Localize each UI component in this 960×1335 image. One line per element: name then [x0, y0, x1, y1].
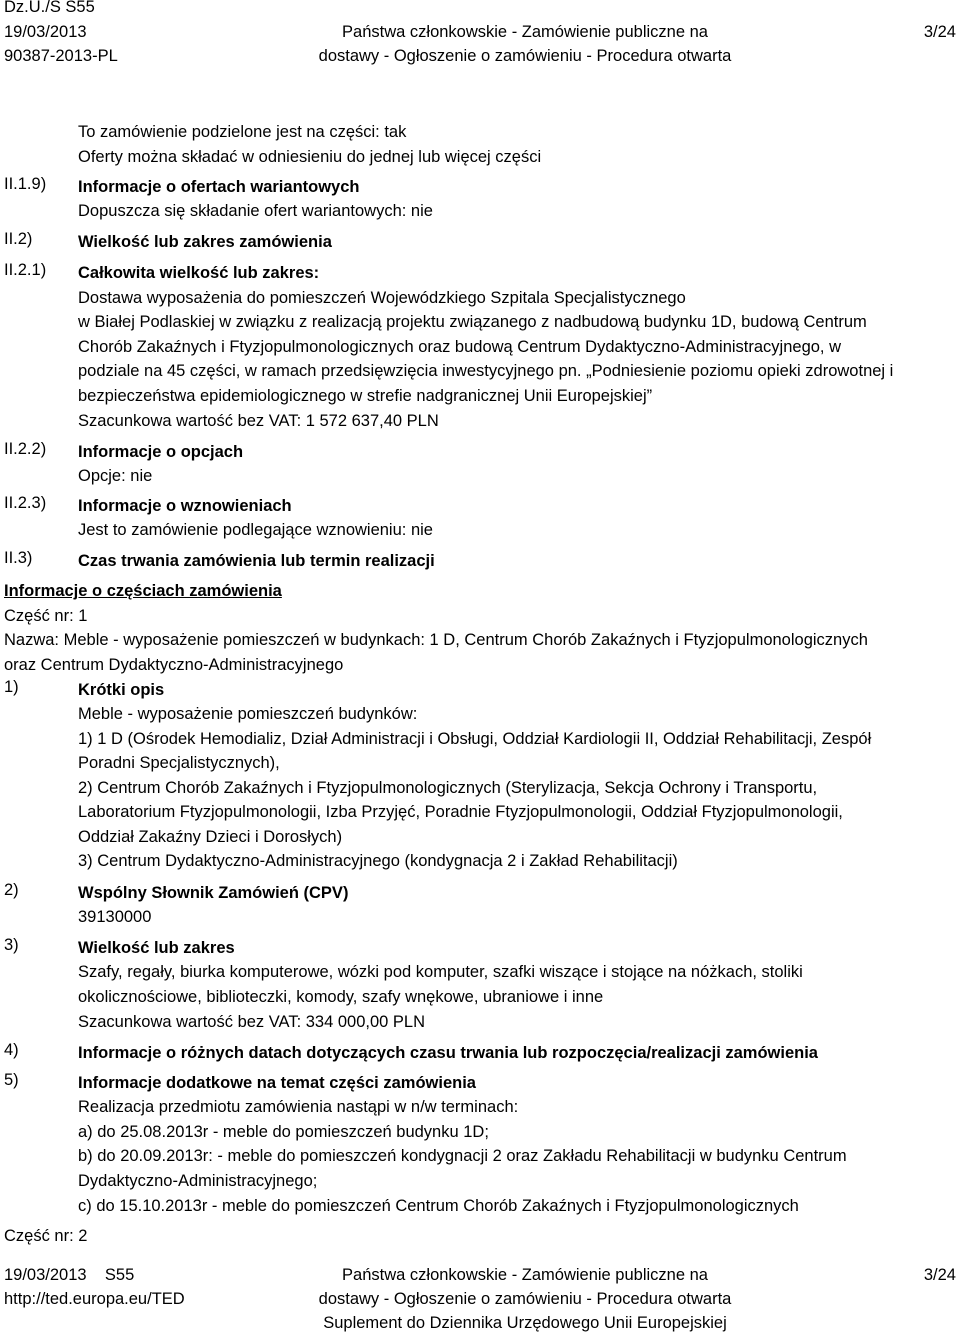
lot-1-name-cont: oraz Centrum Dydaktyczno-Administracyjnego	[4, 656, 344, 674]
section-number-ii-3: II.3)	[4, 549, 33, 567]
page-footer	[0, 1262, 960, 1334]
description-line: 2) Centrum Chorób Zakaźnych i Ftyzjopulmonologicznych (Sterylizacja, Sekcja Ochrony i Transportu,	[78, 779, 818, 797]
additional-info-line: Dydaktyczno-Administracyjnego;	[78, 1172, 318, 1190]
header-page-number: 3/24	[923, 23, 956, 41]
item-title-dates: Informacje o różnych datach dotyczących czasu trwania lub rozpoczęcia/realizacji zamówienia	[78, 1044, 818, 1062]
section-title-variants: Informacje o ofertach wariantowych	[78, 178, 360, 196]
additional-info-line: a) do 25.08.2013r - meble do pomieszczeń budynku 1D;	[78, 1123, 489, 1141]
section-title-renewals: Informacje o wznowieniach	[78, 497, 292, 515]
lot-estimated-value: Szacunkowa wartość bez VAT: 334 000,00 PLN	[78, 1013, 425, 1031]
estimated-value: Szacunkowa wartość bez VAT: 1 572 637,40 PLN	[78, 412, 439, 430]
total-quantity-line: podziale na 45 części, w ramach przedsięwzięcia inwestycyjnego pn. „Podniesienie poziomu opieki zdrowotnej i	[78, 362, 894, 380]
lot-2-label: Część nr: 2	[4, 1227, 88, 1245]
item-title-short-description: Krótki opis	[78, 681, 165, 699]
quantity-line: Szafy, regały, biurka komputerowe, wózki pod komputer, szafki wiszące i stojące na nóżkach, stoliki	[78, 963, 803, 981]
lots-heading: Informacje o częściach zamówienia	[4, 582, 282, 600]
quantity-line: okolicznościowe, biblioteczki, komody, szafy wnękowe, ubraniowe i inne	[78, 988, 604, 1006]
options-text: Opcje: nie	[78, 467, 153, 485]
additional-info-line: b) do 20.09.2013r: - meble do pomieszczeń kondygnacji 2 oraz Zakładu Rehabilitacji w budynku Centrum	[78, 1147, 847, 1165]
description-line: Laboratorium Ftyzjopulmonologii, Izba Przyjęć, Poradnie Ftyzjopulmonologii, Oddział Ftyzjopulmonologii,	[78, 803, 843, 821]
section-title-quantity: Wielkość lub zakres zamówienia	[78, 233, 332, 251]
item-number: 5)	[4, 1071, 19, 1089]
section-number-ii-2-2: II.2.2)	[4, 440, 47, 458]
footer-title-line1: Państwa członkowskie - Zamówienie publiczne na	[342, 1266, 708, 1284]
variants-text: Dopuszcza się składanie ofert wariantowych: nie	[78, 202, 433, 220]
section-number-ii-2-1: II.2.1)	[4, 261, 47, 279]
section-number-ii-2: II.2)	[4, 230, 33, 248]
description-line: 3) Centrum Dydaktyczno-Administracyjnego (kondygnacja 2 i Zakład Rehabilitacji)	[78, 852, 678, 870]
item-title-additional-info: Informacje dodatkowe na temat części zamówienia	[78, 1074, 476, 1092]
section-title-options: Informacje o opcjach	[78, 443, 244, 461]
section-title-total-quantity: Całkowita wielkość lub zakres:	[78, 264, 320, 282]
header-journal-ref: Dz.U./S S55	[4, 0, 95, 16]
item-number: 3)	[4, 936, 19, 954]
renewals-text: Jest to zamówienie podlegające wznowieniu: nie	[78, 521, 433, 539]
divided-into-lots: To zamówienie podzielone jest na części: tak	[78, 123, 407, 141]
header-notice-id: 90387-2013-PL	[4, 47, 118, 65]
footer-title-line2: dostawy - Ogłoszenie o zamówieniu - Procedura otwarta	[318, 1290, 732, 1308]
header-title-line2: dostawy - Ogłoszenie o zamówieniu - Procedura otwarta	[318, 47, 732, 65]
item-number: 2)	[4, 881, 19, 899]
footer-supplement: Suplement do Dziennika Urzędowego Unii Europejskiej	[323, 1314, 727, 1332]
description-line: Meble - wyposażenie pomieszczeń budynków:	[78, 705, 418, 723]
total-quantity-line: bezpieczeństwa epidemiologicznego w strefie nadgranicznej Unii Europejskiej”	[78, 387, 653, 405]
footer-url[interactable]: http://ted.europa.eu/TED	[4, 1290, 185, 1308]
total-quantity-line: Dostawa wyposażenia do pomieszczeń Wojewódzkiego Szpitala Specjalistycznego	[78, 289, 686, 307]
item-title-cpv: Wspólny Słownik Zamówień (CPV)	[78, 884, 349, 902]
total-quantity-line: Chorób Zakaźnych i Ftyzjopulmonologicznych oraz budową Centrum Dydaktyczno-Administracyjnego, w	[78, 338, 842, 356]
lot-1-name: Nazwa: Meble - wyposażenie pomieszczeń w budynkach: 1 D, Centrum Chorób Zakaźnych i Ftyzjopulmonologicznych	[4, 631, 868, 649]
footer-date-issue: 19/03/2013 S55	[4, 1266, 135, 1284]
header-title-line1: Państwa członkowskie - Zamówienie publiczne na	[342, 23, 708, 41]
additional-info-line: Realizacja przedmiotu zamówienia nastąpi w n/w terminach:	[78, 1098, 519, 1116]
header-date: 19/03/2013	[4, 23, 87, 41]
description-line: Poradni Specjalistycznych),	[78, 754, 280, 772]
description-line: 1) 1 D (Ośrodek Hemodializ, Dział Administracji i Obsługi, Oddział Kardiologii II, Oddział Rehabilitacji, Zespół	[78, 730, 872, 748]
tenders-for-lots: Oferty można składać w odniesieniu do jednej lub więcej części	[78, 148, 542, 166]
footer-page-number: 3/24	[923, 1266, 956, 1284]
total-quantity-line: w Białej Podlaskiej w związku z realizacją projektu związanego z nadbudową budynku 1D, budową Centrum	[78, 313, 867, 331]
section-number-ii-2-3: II.2.3)	[4, 494, 47, 512]
item-number: 4)	[4, 1041, 19, 1059]
section-title-duration: Czas trwania zamówienia lub termin realizacji	[78, 552, 435, 570]
section-number-ii-1-9: II.1.9)	[4, 175, 47, 193]
lot-1-label: Część nr: 1	[4, 607, 88, 625]
cpv-code: 39130000	[78, 908, 152, 926]
description-line: Oddział Zakaźny Dzieci i Dorosłych)	[78, 828, 343, 846]
page-header	[0, 0, 960, 70]
additional-info-line: c) do 15.10.2013r - meble do pomieszczeń Centrum Chorób Zakaźnych i Ftyzjopulmonologicznych	[78, 1197, 799, 1215]
item-number: 1)	[4, 678, 19, 696]
item-title-quantity: Wielkość lub zakres	[78, 939, 235, 957]
